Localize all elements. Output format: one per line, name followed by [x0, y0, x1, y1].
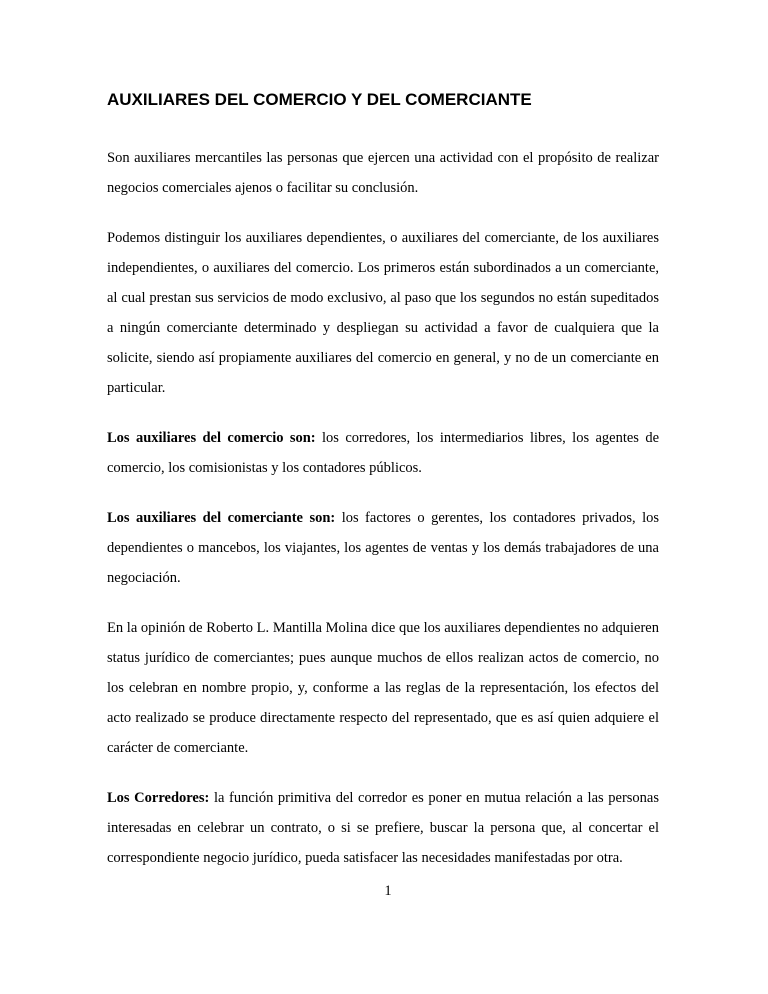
document-body [107, 143, 659, 893]
paragraph-text: la función primitiva del corredor es poner en mutua relación a las personas interesadas en celebrar un contrato, o si se prefiere, buscar la persona que, al concertar el correspondiente negocio jurídico, pueda satisfacer las necesidades manifestadas por otra. [107, 790, 659, 866]
paragraph-definition [107, 143, 659, 203]
paragraph-text: Son auxiliares mercantiles las personas que ejercen una actividad con el propósito de realizar negocios comerciales ajenos o facilitar su conclusión. [107, 150, 659, 196]
paragraph-mantilla-molina [107, 613, 659, 763]
paragraph-lead: Los auxiliares del comercio son: [107, 430, 316, 446]
paragraph-auxiliares-comerciante [107, 503, 659, 593]
page-number: 1 [384, 883, 392, 899]
paragraph-text: los factores o gerentes, los contadores privados, los dependientes o mancebos, los viajantes, los agentes de ventas y los demás trabajadores de una negociación. [107, 510, 660, 586]
paragraph-distinction [107, 223, 659, 403]
paragraph-text: Podemos distinguir los auxiliares dependientes, o auxiliares del comerciante, de los auxiliares independientes, o auxiliares del comercio. Los primeros están subordinados a un comerciante, al cual prestan sus servicios de modo exclusivo, al paso que los segundos no están supeditados a ningún comerciante determinado y despliegan su actividad a favor de cualquiera que la solicite, siendo así propiamente auxiliares del comercio en general, y no de un comerciante en particular. [107, 230, 659, 396]
document-title: AUXILIARES DEL COMERCIO Y DEL COMERCIANTE [107, 90, 532, 109]
paragraph-text: los corredores, los intermediarios libres, los agentes de comercio, los comisionistas y los contadores públicos. [107, 430, 660, 476]
paragraph-lead: Los auxiliares del comerciante son: [107, 510, 336, 526]
paragraph-auxiliares-comercio [107, 423, 659, 483]
paragraph-lead: Los Corredores: [107, 790, 210, 806]
paragraph-text: En la opinión de Roberto L. Mantilla Molina dice que los auxiliares dependientes no adquieren status jurídico de comerciantes; pues aunque muchos de ellos realizan actos de comercio, no los celebran en nombre propio, y, conforme a las reglas de la representación, los efectos del acto realizado se produce directamente respecto del representado, que es así quien adquiere el carácter de comerciante. [107, 620, 659, 756]
paragraph-corredores [107, 783, 659, 873]
